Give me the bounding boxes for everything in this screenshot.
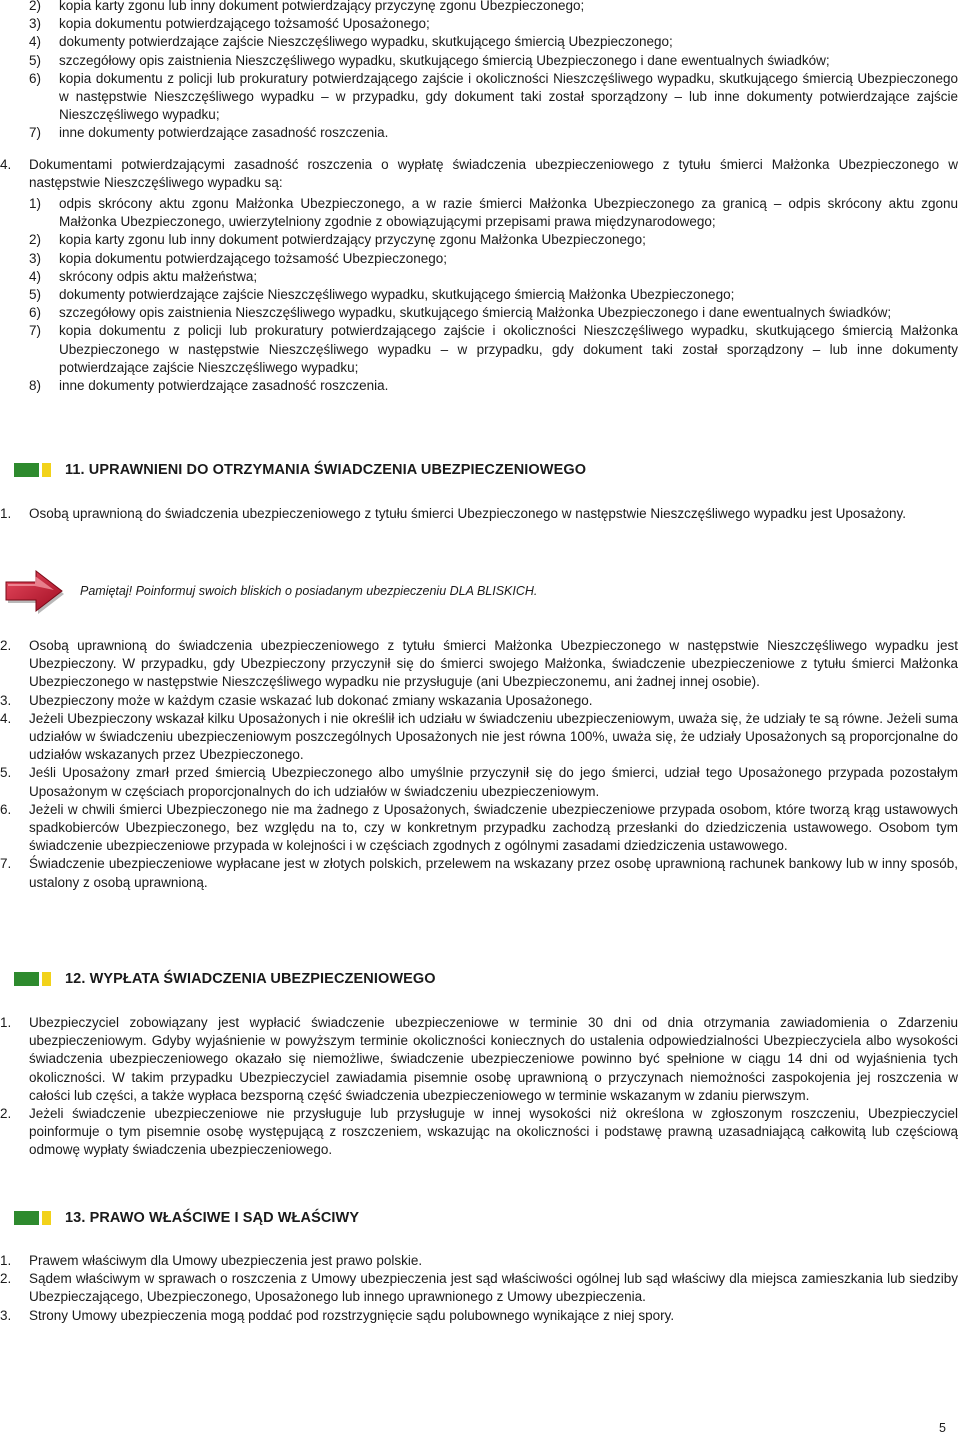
list-item-number: 1. <box>0 1253 12 1268</box>
list-item-number: 1. <box>0 1015 12 1030</box>
list-item-text: Sądem właściwym w sprawach o roszczenia z Umowy ubezpieczenia jest sąd właściwości ogólnej lub sąd właściwy dla miejsca zamieszkania lub siedziby Ubezpieczającego, Ubezpieczonego, Uposażonego lub innego uprawnionego z Umowy ubezpieczenia. <box>29 1271 958 1305</box>
list-item-number: 3. <box>0 692 12 708</box>
list-item <box>0 70 958 125</box>
list-item <box>0 322 958 377</box>
list-item-text: Ubezpieczyciel zobowiązany jest wypłacić świadczenie ubezpieczeniowe w terminie 30 dni od dnia otrzymania zawiadomienia o Zdarzeniu ubezpieczeniowym. Gdyby wyjaśnienie w powyższym terminie okoliczności koniecznych do ustalenia odpowiedzialności Ubezpieczyciela albo wysokości świadczenia ubezpieczeniowego okazało się niemożliwe, świadczenie ubezpieczeniowe powinno być spełnione w ciągu 14 dni od wyjaśnienia tych okoliczności. W takim przypadku Ubezpieczyciel zawiadamia pisemnie osobę uprawnioną o przyczynach niemożności zaspokojenia jej roszczenia w całości lub części, a także wypłaca bezsporną część świadczenia ubezpieczeniowego w terminie wskazanym w zdaniu pierwszym. <box>29 1015 958 1103</box>
list-item-text: Jeżeli w chwili śmierci Ubezpieczonego nie ma żadnego z Uposażonych, świadczenie ubezpieczeniowe przypada osobom, które tworzą krąg ustawowych spadkobierców Ubezpieczonego, bez względu na to, czy w konkretnym przypadku zachodzą przesłanki do dziedziczenia ustawowego. Osobom tym świadczenie ubezpieczeniowe przypada w kolejności i w częściach zgodnych z ogólnymi zasadami dziedziczenia ustawowego. <box>29 801 958 854</box>
section-12-heading <box>14 969 436 989</box>
section-13-items <box>0 1252 958 1325</box>
section-title: 11. UPRAWNIENI DO OTRZYMANIA ŚWIADCZENIA UBEZPIECZENIOWEGO <box>65 461 587 478</box>
list-item-number: 4) <box>29 34 42 50</box>
list-item-number: 2) <box>29 0 42 13</box>
list-item <box>0 505 958 523</box>
list-item-number: 6) <box>29 70 42 86</box>
list-item <box>0 268 958 286</box>
red-arrow-icon <box>2 568 66 614</box>
list-item-text: kopia dokumentu potwierdzającego tożsamość Uposażonego; <box>59 16 430 32</box>
section-marker-icon <box>14 463 51 477</box>
list-item <box>0 710 958 765</box>
list-item <box>0 231 958 249</box>
note-text: Pamiętaj! Poinformuj swoich bliskich o posiadanym ubezpieczeniu DLA BLISKICH. <box>80 584 538 598</box>
list-item-text: dokumenty potwierdzające zajście Nieszczęśliwego wypadku, skutkującego śmiercią Ubezpieczonego; <box>59 34 673 50</box>
list-item-number: 1. <box>0 506 12 521</box>
list-item-number: 6) <box>29 305 42 321</box>
list-item-text: dokumenty potwierdzające zajście Nieszczęśliwego wypadku, skutkującego śmiercią Małżonka Ubezpieczonego; <box>59 287 735 303</box>
list-item-text: Osobą uprawnioną do świadczenia ubezpieczeniowego z tytułu śmierci Małżonka Ubezpieczonego w następstwie Nieszczęśliwego wypadku jest Ubezpieczony. W przypadku, gdy Ubezpieczony przyczynił się do śmierci swojego Małżonka, świadczenie ubezpieczeniowe z tytułu śmierci Małżonka Ubezpieczonego w następstwie Nieszczęśliwego wypadku nie przysługuje (ani Ubezpieczonemu, ani żadnej innej osobie). <box>29 638 958 690</box>
list-item-number: 4. <box>0 710 12 726</box>
list-item <box>0 0 958 15</box>
list-item-text: Świadczenie ubezpieczeniowe wypłacane jest w złotych polskich, przelewem na wskazany przez osobę uprawnioną rachunek bankowy lub w inny sposób, ustalony z osobą uprawnioną. <box>29 856 958 890</box>
list-item <box>0 286 958 304</box>
list-item-number: 4. <box>0 157 12 172</box>
section-11-items <box>0 637 958 892</box>
list-item <box>0 1252 958 1270</box>
list-item-number: 2) <box>29 232 42 248</box>
section-11-point-1 <box>0 505 958 523</box>
list-item-text: kopia dokumentu z policji lub prokuratury potwierdzającego zajście i okoliczności Nieszczęśliwego wypadku, skutkującego śmiercią Ubezpieczonego w następstwie Nieszczęśliwego wypadku – w przypadku, gdy dokument taki został sporządzony – lub inne dokumenty potwierdzające zajście Nieszczęśliwego wypadku; <box>59 70 958 123</box>
list-item-text: Jeśli Uposażony zmarł przed śmiercią Ubezpieczonego albo umyślnie przyczynił się do jego śmierci, udział tego Uposażonego przypada pozostałym Uposażonym w częściach proporcjonalnych do ich udziałów w świadczeniu ubezpieczeniowym. <box>29 765 958 799</box>
list-item <box>0 1307 958 1325</box>
list-item-number: 6. <box>0 801 12 817</box>
list-item-text: kopia dokumentu potwierdzającego tożsamość Ubezpieczonego; <box>59 250 447 266</box>
list-item-number: 7) <box>29 323 42 339</box>
list-item-text: Jeżeli Ubezpieczony wskazał kilku Uposażonych i nie określił ich udziału w świadczeniu ubezpieczeniowym, uważa się, że udziały te są równe. Jeżeli suma udziałów w świadczeniu ubezpieczeniowym poszczególnych Uposażonych nie jest równa 100%, uważa się, że udziały Uposażonych są proporcjonalne do udziałów wskazanych przez Ubezpieczonego. <box>29 710 958 763</box>
list-item <box>0 801 958 856</box>
list-item-text: odpis skrócony aktu zgonu Małżonka Ubezpieczonego, a w razie śmierci Małżonka Ubezpieczonego za granicą – odpis skrócony aktu zgonu Małżonka Ubezpieczonego, uwierzytelniony zgodnie z obowiązującymi przepisami prawa międzynarodowego; <box>59 196 958 230</box>
section-title: 13. PRAWO WŁAŚCIWE I SĄD WŁAŚCIWY <box>65 1209 360 1226</box>
list-item <box>0 1270 958 1306</box>
section-12-items <box>0 1014 958 1160</box>
list-item <box>0 377 958 395</box>
list-item-text: Jeżeli świadczenie ubezpieczeniowe nie przysługuje lub przysługuje w innej wysokości niż określona w zgłoszonym roszczeniu, Ubezpieczyciel poinformuje o tym pisemnie osobę występującą z roszczeniem, wskazując na okoliczności i podstawę prawną uzasadniającą całkowitą lub częściową odmowę wypłaty świadczenia ubezpieczeniowego. <box>29 1106 958 1158</box>
section-marker-icon <box>14 972 51 986</box>
top-list <box>0 0 958 143</box>
list-item-text: inne dokumenty potwierdzające zasadność roszczenia. <box>59 125 389 141</box>
list-item <box>0 637 958 692</box>
section-11-heading <box>14 460 586 480</box>
list-item-number: 2. <box>0 1106 12 1122</box>
list-item <box>0 855 958 891</box>
list-item-text: szczegółowy opis zaistnienia Nieszczęśliwego wypadku, skutkującego śmiercią Ubezpieczonego i dane ewentualnych świadków; <box>59 52 830 68</box>
list-item-number: 5) <box>29 287 42 303</box>
list-item <box>0 124 958 142</box>
list-item <box>0 1105 958 1160</box>
list-item <box>0 52 958 70</box>
list-item-text: Osobą uprawnioną do świadczenia ubezpieczeniowego z tytułu śmierci Ubezpieczonego w następstwie Nieszczęśliwego wypadku jest Uposażony. <box>29 506 906 521</box>
section-marker-icon <box>14 1211 51 1225</box>
list-item <box>0 250 958 268</box>
list-item-text: skrócony odpis aktu małżeństwa; <box>59 268 258 284</box>
list-item <box>0 15 958 33</box>
list-item-text: Prawem właściwym dla Umowy ubezpieczenia jest prawo polskie. <box>29 1253 423 1268</box>
list-item-text: kopia karty zgonu lub inny dokument potwierdzający przyczynę zgonu Ubezpieczonego; <box>59 0 585 13</box>
list-item-number: 5) <box>29 52 42 68</box>
list-item-number: 8) <box>29 378 42 394</box>
point-4 <box>0 156 958 192</box>
list-item <box>0 304 958 322</box>
list-item-number: 2. <box>0 1271 12 1287</box>
list-item-text: Dokumentami potwierdzającymi zasadność roszczenia o wypłatę świadczenia ubezpieczeniowego z tytułu śmierci Małżonka Ubezpieczonego w następstwie Nieszczęśliwego wypadku są: <box>29 157 958 191</box>
list-item <box>0 156 958 192</box>
list-item <box>0 1014 958 1105</box>
list-item-number: 1) <box>29 196 42 211</box>
list-item-text: kopia karty zgonu lub inny dokument potwierdzający przyczynę zgonu Małżonka Ubezpieczonego; <box>59 232 646 248</box>
section-13-heading <box>14 1208 359 1228</box>
reminder-note <box>0 568 958 618</box>
list-item-number: 3) <box>29 16 42 32</box>
list-item-number: 7. <box>0 856 12 872</box>
list-item <box>0 764 958 800</box>
list-item-text: inne dokumenty potwierdzające zasadność roszczenia. <box>59 378 389 394</box>
list-item-number: 7) <box>29 125 42 141</box>
list-item-number: 3) <box>29 250 42 266</box>
list-item-text: szczegółowy opis zaistnienia Nieszczęśliwego wypadku, skutkującego śmiercią Małżonka Ubezpieczonego i dane ewentualnych świadków; <box>59 305 892 321</box>
list-item-text: Ubezpieczony może w każdym czasie wskazać lub dokonać zmiany wskazania Uposażonego. <box>29 692 593 708</box>
list-item-number: 4) <box>29 268 42 284</box>
list-item <box>0 195 958 231</box>
list-item <box>0 33 958 51</box>
page-number: 5 <box>939 1421 946 1435</box>
list-item-number: 3. <box>0 1307 12 1323</box>
list-item-number: 2. <box>0 638 12 653</box>
list-item-text: Strony Umowy ubezpieczenia mogą poddać pod rozstrzygnięcie sądu polubownego wynikające z niej spory. <box>29 1307 675 1323</box>
list-item <box>0 692 958 710</box>
list-item-number: 5. <box>0 765 12 781</box>
point-4-items <box>0 195 958 395</box>
section-title: 12. WYPŁATA ŚWIADCZENIA UBEZPIECZENIOWEGO <box>65 970 436 987</box>
list-item-text: kopia dokumentu z policji lub prokuratury potwierdzającego zajście i okoliczności Nieszczęśliwego wypadku, skutkującego śmiercią Małżonka Ubezpieczonego w następstwie Nieszczęśliwego wypadku – w przypadku, gdy dokument taki został sporządzony – lub inne dokumenty potwierdzające zajście Nieszczęśliwego wypadku; <box>59 323 958 375</box>
